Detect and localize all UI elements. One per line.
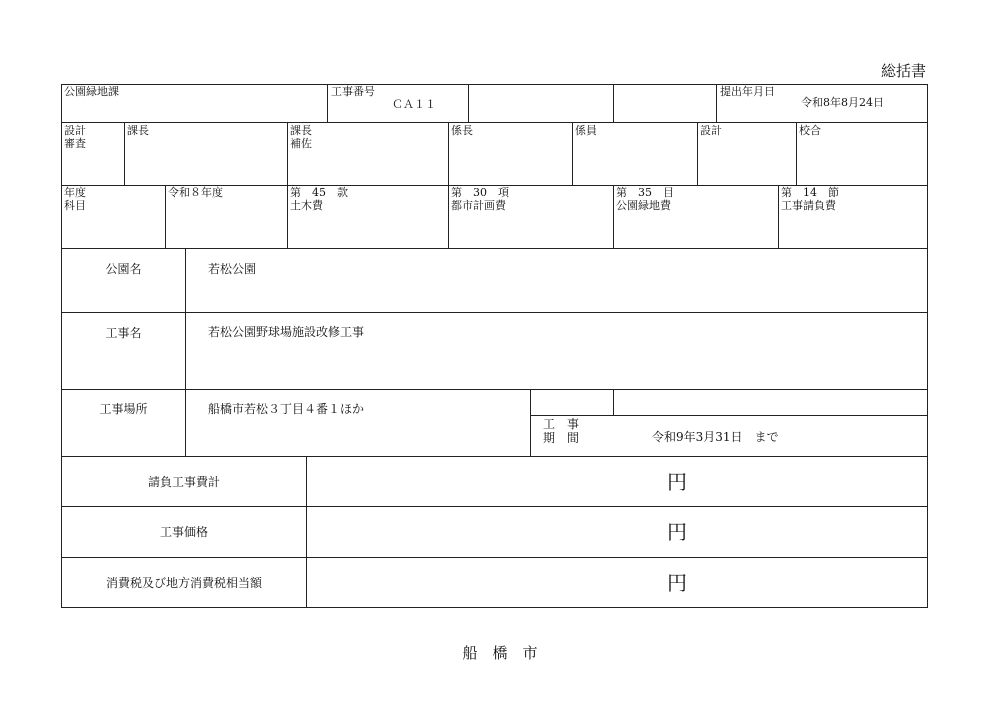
design-review-label: 設計 審査 [64,124,86,150]
budget-kou-heading: 第 30 項 [451,186,509,199]
check-label: 校合 [799,124,821,137]
budget-kan [290,186,348,212]
budget-setsu-heading: 第 14 節 [781,186,839,199]
deputy-chief-label: 課長 補佐 [290,124,312,150]
work-name-value-cell [185,312,928,390]
location-value-cell [185,389,531,457]
work-period-label: 工 事 期 間 [543,417,580,445]
check-stamp-cell [796,122,928,186]
contract-total-label-cell [61,456,307,507]
tax-value-cell [306,557,928,608]
construction-price-value-cell [306,506,928,558]
budget-kan-heading: 第 45 款 [290,186,348,199]
budget-kou-name: 都市計画費 [451,199,506,212]
section-chief-label: 課長 [127,124,149,137]
deputy-chief-stamp-cell [287,122,449,186]
contract-total-unit: 円 [667,469,687,494]
footer-city: 船 橋 市 [462,644,538,662]
park-name-value-cell [185,248,928,313]
budget-label-cell [61,185,166,249]
work-number-cell [327,84,469,123]
department-name: 公園緑地課 [64,85,119,98]
budget-setsu-name: 工事請負費 [781,199,836,212]
construction-price-label-cell [61,506,307,558]
submission-date-label: 提出年月日 [720,85,775,98]
budget-label: 年度 科目 [64,186,86,212]
budget-kan-cell [287,185,449,249]
blank-cell-1 [468,84,614,123]
park-name-label: 公園名 [105,262,142,276]
work-name-label-cell [61,312,186,390]
document-title: 総括書 [880,62,926,80]
subsection-chief-stamp-cell [448,122,573,186]
construction-price-label: 工事価格 [159,525,208,539]
budget-setsu [781,186,839,212]
work-number-value: ＣＡ１１ [392,98,436,111]
department-cell [61,84,328,123]
tax-unit: 円 [667,570,687,595]
contract-total-value-cell [306,456,928,507]
budget-moku [616,186,674,212]
period-blank-cell-2 [613,389,928,416]
section-chief-stamp-cell [124,122,288,186]
budget-setsu-cell [778,185,928,249]
budget-kan-name: 土木費 [290,199,323,212]
subsection-chief-label: 係長 [451,124,473,137]
design-stamp-cell [697,122,797,186]
tax-label-cell [61,557,307,608]
work-number-label: 工事番号 [331,85,375,98]
work-period-value: 令和9年3月31日 まで [652,430,779,444]
work-period-cell [530,415,928,457]
budget-kou [451,186,509,212]
tax-label: 消費税及び地方消費税相当額 [105,575,262,590]
contract-total-label: 請負工事費計 [147,474,220,489]
design-review-cell [61,122,125,186]
work-name-value: 若松公園野球場施設改修工事 [208,325,365,339]
design-label: 設計 [700,124,722,137]
staff-stamp-cell [572,122,698,186]
staff-label: 係員 [575,124,597,137]
location-label: 工事場所 [99,402,148,416]
location-value: 船橋市若松３丁目４番１ほか [208,402,365,416]
location-label-cell [61,389,186,457]
period-blank-cell-1 [530,389,614,416]
park-name-value: 若松公園 [208,262,257,276]
budget-moku-heading: 第 35 目 [616,186,674,199]
submission-date-cell [716,84,928,123]
budget-kou-cell [448,185,614,249]
construction-price-unit: 円 [667,520,687,544]
work-name-label: 工事名 [105,326,142,340]
park-name-label-cell [61,248,186,313]
budget-moku-cell [613,185,779,249]
blank-cell-2 [613,84,717,123]
budget-moku-name: 公園緑地費 [616,199,671,212]
fiscal-year-cell [165,185,288,249]
fiscal-year-value: 令和８年度 [168,186,223,199]
submission-date-value: 令和8年8月24日 [801,96,884,109]
